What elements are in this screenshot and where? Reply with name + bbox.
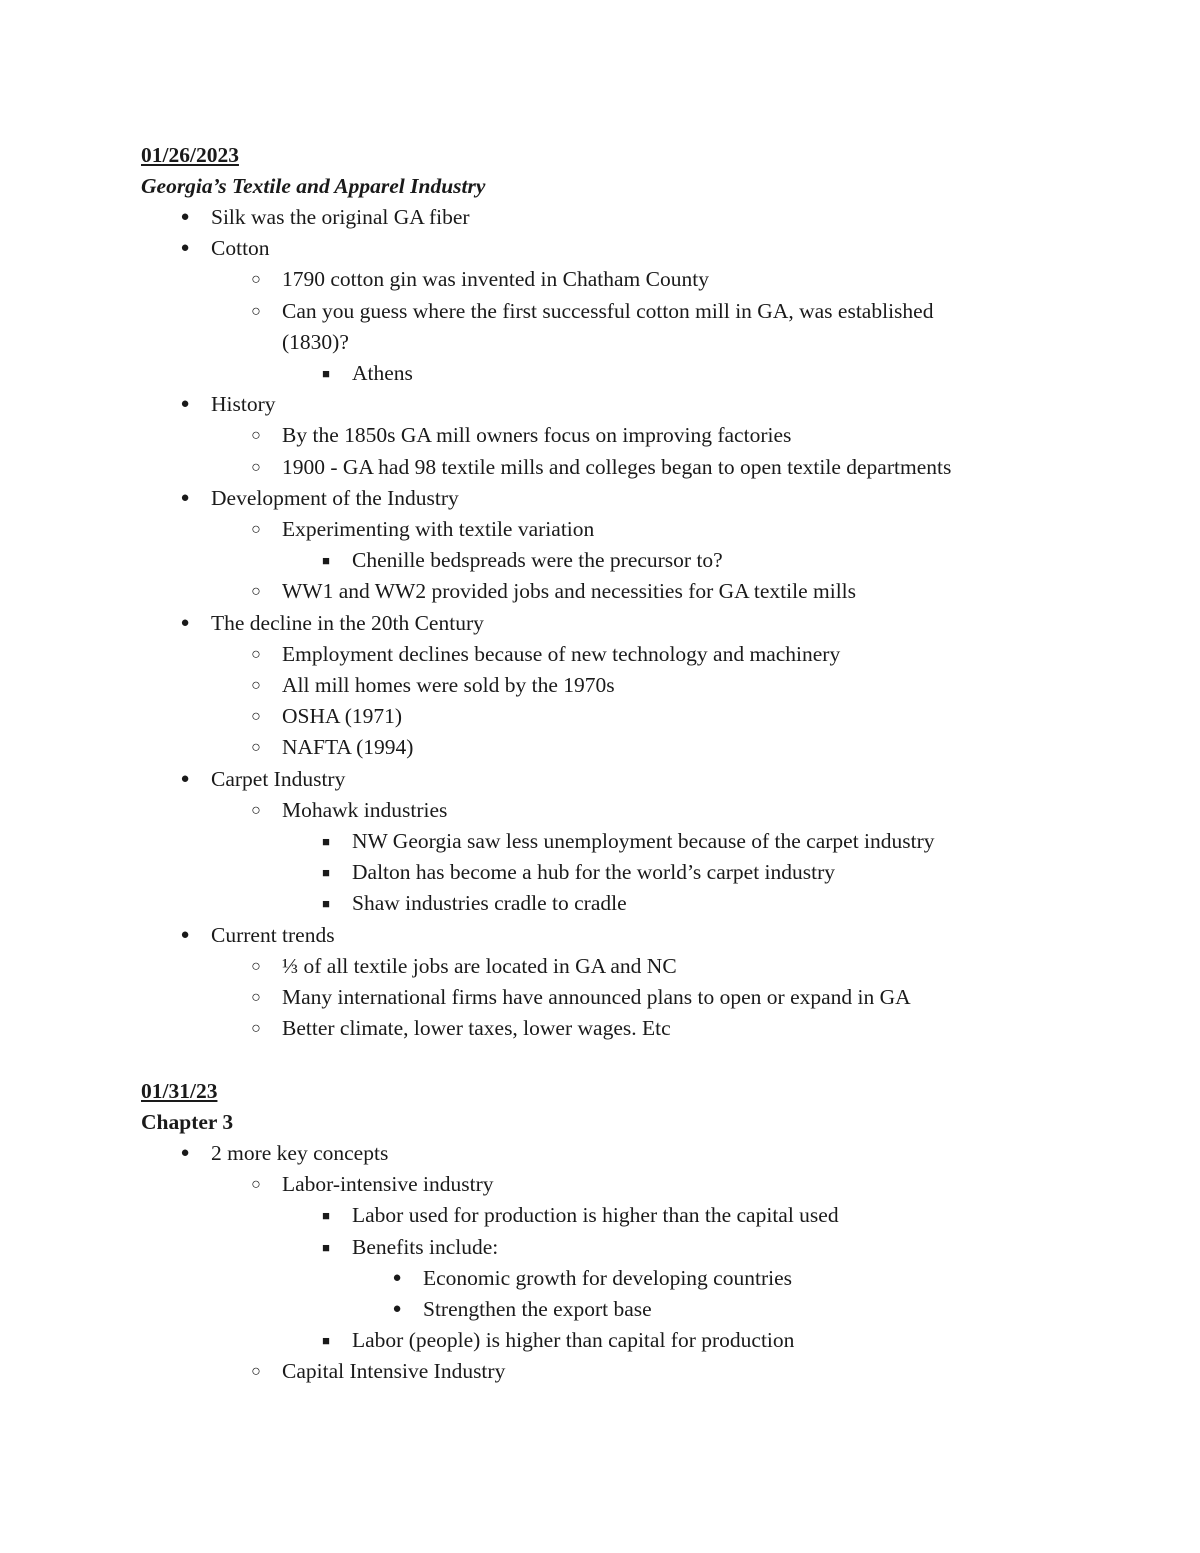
list-bullet-icon: ○ (251, 989, 261, 1006)
list-bullet-icon: ■ (322, 896, 330, 912)
list-item: The decline in the 20th Century (211, 610, 484, 635)
list-bullet-icon: ○ (251, 1363, 261, 1381)
list-item: WW1 and WW2 provided jobs and necessities for GA textile mills (282, 579, 857, 604)
list-item: 2 more key concepts (211, 1141, 389, 1165)
list-bullet-icon: ● (392, 1301, 402, 1317)
list-item: NW Georgia saw less unemployment because of the carpet industry (352, 829, 935, 853)
list-bullet-icon: ● (180, 396, 190, 413)
list-bullet-icon: ■ (322, 1239, 330, 1255)
list-item: Athens (352, 361, 413, 385)
list-bullet-icon: ○ (251, 302, 261, 320)
section-title: Georgia’s Textile and Apparel Industry (141, 174, 486, 198)
list-item: NAFTA (1994) (282, 735, 414, 760)
list-item: Silk was the original GA fiber (211, 205, 470, 229)
list-item: Labor-intensive industry (282, 1172, 494, 1197)
list-item: Shaw industries cradle to cradle (352, 891, 627, 916)
list-item: Dalton has become a hub for the world’s carpet industry (352, 860, 836, 885)
list-bullet-icon: ○ (251, 271, 261, 289)
list-item: All mill homes were sold by the 1970s (282, 673, 615, 697)
list-item: Chenille bedspreads were the precursor to? (352, 548, 723, 573)
section-date: 01/26/2023 (141, 143, 239, 167)
list-bullet-icon: ● (180, 1145, 190, 1161)
list-bullet-icon: ○ (251, 957, 261, 975)
list-bullet-icon: ○ (251, 1176, 261, 1194)
list-bullet-icon: ■ (322, 834, 330, 849)
list-item: Many international firms have announced plans to open or expand in GA (282, 985, 911, 1009)
list-item: Experimenting with textile variation (282, 517, 595, 541)
list-bullet-icon: ■ (322, 366, 330, 381)
list-bullet-icon: ● (180, 209, 190, 225)
list-bullet-icon: ● (180, 926, 190, 943)
list-bullet-icon: ● (392, 1269, 402, 1286)
list-bullet-icon: ○ (251, 739, 261, 757)
list-item: Benefits include: (352, 1234, 499, 1259)
list-bullet-icon: ● (180, 614, 190, 631)
list-item: Carpet Industry (211, 766, 346, 791)
list-item: (1830)? (282, 329, 349, 354)
section-date: 01/31/23 (141, 1079, 218, 1103)
list-bullet-icon: ○ (251, 677, 261, 694)
list-item: History (211, 392, 276, 417)
list-item: 1790 cotton gin was invented in Chatham County (282, 267, 709, 292)
list-item: Cotton (211, 236, 270, 261)
section-title: Chapter 3 (141, 1110, 234, 1134)
list-bullet-icon: ○ (251, 708, 261, 726)
list-bullet-icon: ○ (251, 583, 261, 601)
list-bullet-icon: ■ (322, 553, 330, 569)
list-item: Labor (people) is higher than capital for production (352, 1328, 795, 1353)
list-bullet-icon: ○ (251, 427, 261, 445)
list-item: Employment declines because of new technology and machinery (282, 641, 841, 666)
list-item: By the 1850s GA mill owners focus on improving factories (282, 423, 792, 448)
list-bullet-icon: ■ (322, 1208, 330, 1224)
list-bullet-icon: ● (180, 770, 190, 787)
list-bullet-icon: ○ (251, 801, 261, 819)
list-item: Better climate, lower taxes, lower wages. Etc (282, 1016, 671, 1041)
list-bullet-icon: ○ (251, 1020, 261, 1038)
list-item: 1900 - GA had 98 textile mills and colleges began to open textile departments (282, 454, 952, 479)
list-bullet-icon: ○ (251, 645, 261, 663)
list-bullet-icon: ■ (322, 1333, 330, 1349)
list-item: Can you guess where the first successful cotton mill in GA, was established (282, 298, 934, 323)
list-item: OSHA (1971) (282, 704, 403, 729)
list-bullet-icon: ● (180, 240, 190, 257)
list-item: Mohawk industries (282, 797, 448, 822)
list-item: Capital Intensive Industry (282, 1359, 506, 1384)
list-item: Current trends (211, 922, 335, 947)
list-item: Economic growth for developing countries (423, 1265, 792, 1290)
list-item: Labor used for production is higher than the capital used (352, 1203, 839, 1228)
list-bullet-icon: ■ (322, 865, 330, 881)
list-item: ⅓ of all textile jobs are located in GA and NC (282, 953, 677, 978)
list-bullet-icon: ○ (251, 521, 261, 538)
list-bullet-icon: ● (180, 489, 190, 506)
list-item: Development of the Industry (211, 485, 459, 510)
list-item: Strengthen the export base (423, 1297, 652, 1321)
list-bullet-icon: ○ (251, 458, 261, 476)
